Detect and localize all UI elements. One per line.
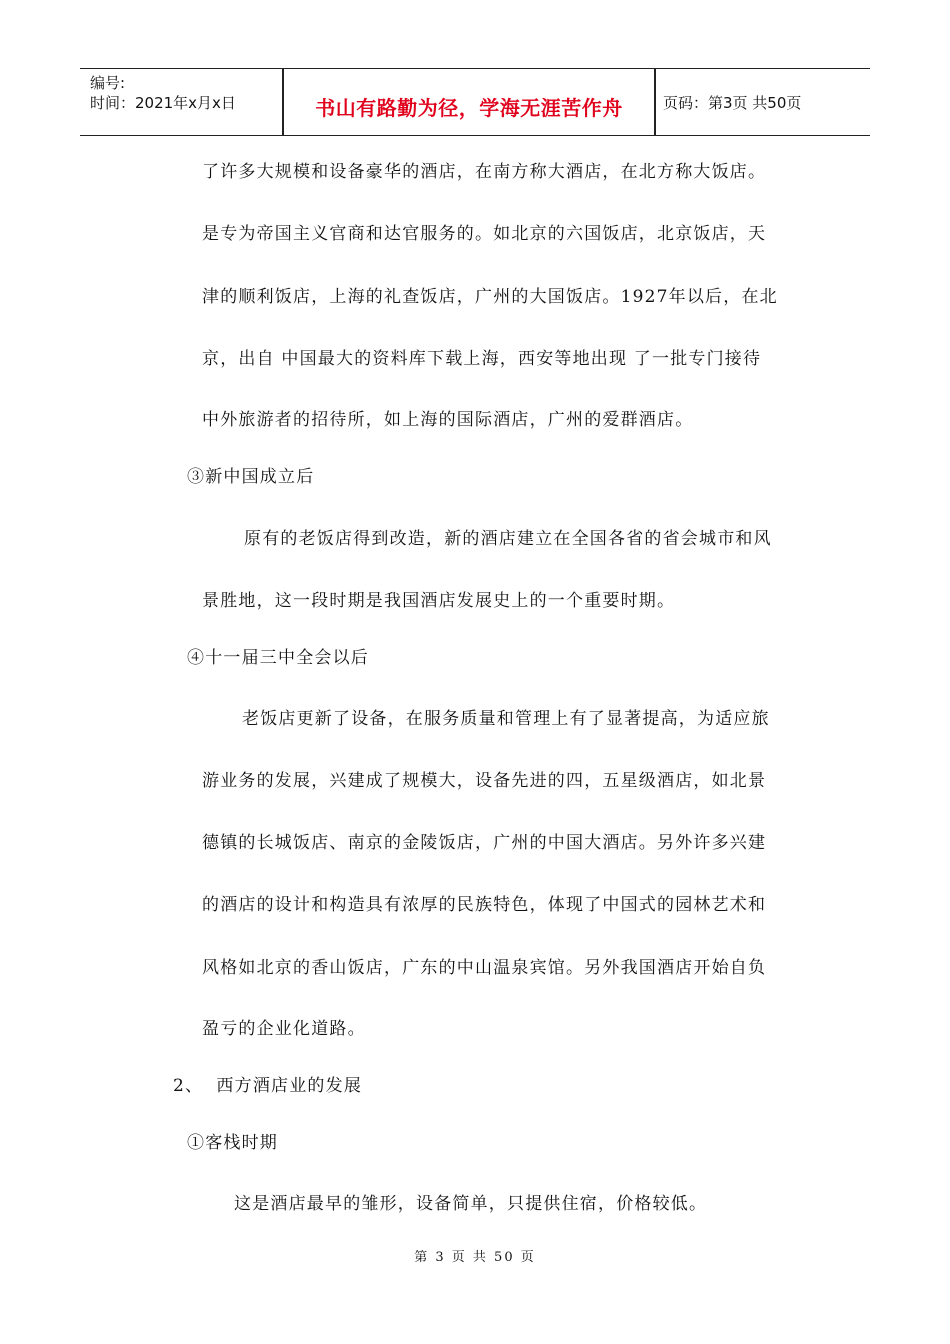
page-footer: 第 3 页 共 50 页: [414, 1250, 536, 1265]
body-line: 原有的老饭店得到改造，新的酒店建立在全国各省的省会城市和风: [244, 529, 772, 549]
body-line: 景胜地，这一段时期是我国酒店发展史上的一个重要时期。: [202, 591, 676, 611]
body-line: 风格如北京的香山饭店，广东的中山温泉宾馆。另外我国酒店开始自负: [202, 958, 767, 978]
header-divider-right: [654, 69, 656, 135]
body-line: 德镇的长城饭店、南京的金陵饭店，广州的中国大酒店。另外许多兴建: [202, 833, 767, 853]
body-line: 的酒店的设计和构造具有浓厚的民族特色，体现了中国式的园林艺术和: [202, 895, 767, 915]
body-line: 盈亏的企业化道路。: [202, 1019, 366, 1039]
body-line: 中外旅游者的招待所，如上海的国际酒店，广州的爱群酒店。: [202, 410, 694, 430]
body-line: 这是酒店最早的雏形，设备简单，只提供住宿，价格较低。: [234, 1194, 708, 1214]
body-line: 游业务的发展，兴建成了规模大，设备先进的四，五星级酒店，如北景: [202, 771, 767, 791]
section-heading: 2、 西方酒店业的发展: [173, 1076, 363, 1096]
body-line: 京，出自 中国最大的资料库下载上海，西安等地出现 了一批专门接待: [202, 349, 762, 369]
section-heading: ①客栈时期: [187, 1133, 278, 1153]
section-heading: ④十一届三中全会以后: [187, 648, 369, 668]
body-line: 是专为帝国主义官商和达官服务的。如北京的六国饭店，北京饭店，天: [202, 224, 767, 244]
page-header: [80, 68, 870, 136]
header-page-info: 页码：第3页 共50页: [663, 93, 802, 112]
section-heading: ③新中国成立后: [187, 467, 315, 487]
header-meta: [90, 73, 236, 113]
body-line: 了许多大规模和设备豪华的酒店，在南方称大酒店，在北方称大饭店。: [202, 162, 767, 182]
body-line: 津的顺利饭店，上海的礼查饭店，广州的大国饭店。1927年以后，在北: [202, 287, 778, 307]
header-time-label: 时间：2021年x月x日: [90, 94, 236, 112]
header-motto: 书山有路勤为径，学海无涯苦作舟: [315, 95, 623, 120]
header-number-label: 编号:: [90, 74, 126, 92]
body-line: 老饭店更新了设备，在服务质量和管理上有了显著提高，为适应旅: [242, 709, 770, 729]
